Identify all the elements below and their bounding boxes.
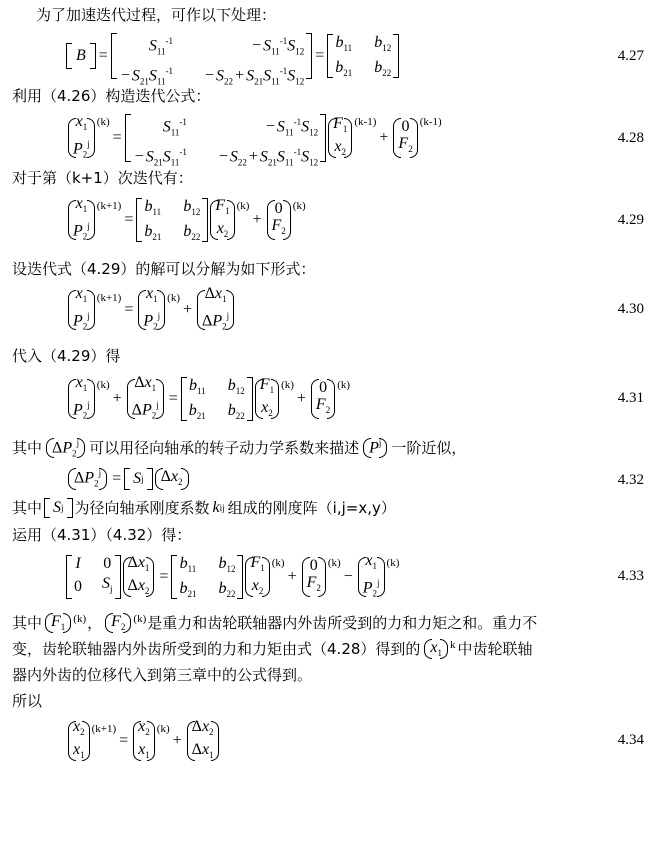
text-fragment: 为径向轴承刚度系数 (74, 499, 210, 517)
vector-x1-P2j: $x_1$ $P_2^j$ (66, 118, 97, 158)
paragraph-line-10: 变，齿轮联轴器内外齿所受到的力和力矩由式（4.28）得到的 $x_1$ k 中齿轮联轴 (12, 639, 533, 659)
vector-0-F2: 0 $F_2$ (300, 557, 328, 597)
matrix-S-2: $S_{11}^{-1}$ − $S_{11}^{-1}S_{12}$ − $S_{21}S_{11}^{-1}$ − $S_{22} + S_{21}S_{11}^{-1}S_{12}$ (125, 114, 326, 162)
vector-F1-x2: $F_1$ $x_2$ (326, 118, 354, 158)
equation-4-33: I 0 0 $S_j$ $\Delta x_1$ $\Delta x_2$ = $b_{11}$ $b_{12}$ $b_{21}$ $b_{22}$ $F_1$ $x_2$ (k) + 0 $F_2$ (k) − $x_1$ $P_2^j$ (k) 4.33 (66, 548, 650, 606)
vector-F1-x2: $F_1$ $x_2$ (243, 557, 271, 597)
text-fragment: 可以用径向轴承的转子动力学系数来描述 (89, 439, 360, 457)
symbol-Pj: $P^j$ (361, 438, 389, 458)
symbol-delta-P2j: $\Delta P_2^j$ (44, 438, 87, 458)
equation-number: 4.29 (617, 212, 644, 228)
paragraph-line-8: 运用（4.31）（4.32）得： (12, 526, 192, 544)
symbol-delta-P2j: $\Delta P_2^j$ (66, 468, 109, 490)
matrix-b: $b_{11}$ $b_{12}$ $b_{21}$ $b_{22}$ (327, 34, 399, 78)
vector-x1-P2j: $x_1$ $P_2^j$ (66, 200, 97, 240)
matrix-b-3: $b_{11}$ $b_{12}$ $b_{21}$ $b_{22}$ (181, 377, 253, 421)
equation-number: 4.30 (617, 301, 644, 317)
text-fragment: 组成的刚度阵（i,j=x,y） (227, 499, 396, 517)
vector-x1-P2j: $x_1$ $P_2^j$ (66, 290, 97, 330)
equation-4-34: $x_2$ $x_1$ (k+1) = $x_2$ $x_1$ (k) + $\Delta x_2$ $\Delta x_1$ 4.34 (66, 714, 650, 768)
equation-4-31: $x_1$ $P_2^j$ (k) + $\Delta x_1$ $\Delta P_2^j$ = $b_{11}$ $b_{12}$ $b_{21}$ $b_{22}$ $F_1$ $x_2$ (k) + 0 $F_2$ (k) 4.31 (66, 370, 650, 428)
vector-delta-x2-delta-x1: $\Delta x_2$ $\Delta x_1$ (185, 721, 221, 761)
text-fragment: 其中 (12, 439, 43, 457)
vector-x1-P2j: $x_1$ $P_2^j$ (356, 557, 387, 597)
text-fragment: 是重力和齿轮联轴器内外齿所受到的力和力矩之和。重力不 (147, 614, 538, 632)
equation-number: 4.32 (617, 472, 644, 488)
vector-F1-x2: $F_1$ $x_2$ (253, 379, 281, 419)
vector-x1-P2j-2: $x_1$ $P_2^j$ (136, 290, 167, 330)
equation-4-32: $\Delta P_2^j$ = S j $\Delta x_2$ 4.32 (66, 463, 650, 495)
equation-4-30: $x_1$ $P_2^j$ (k+1) = $x_1$ $P_2^j$ (k) + $\Delta x_1$ $\Delta P_2^j$ 4.30 (66, 283, 650, 337)
matrix-b-2: $b_{11}$ $b_{12}$ $b_{21}$ $b_{22}$ (136, 198, 208, 242)
paragraph-line-9: 其中 $F_1$ (k) ， $F_2$ (k) 是重力和齿轮联轴器内外齿所受到的力和力矩之和。重力不 (12, 613, 538, 633)
paragraph-line-3: 对于第（k+1）次迭代有： (12, 169, 193, 187)
equation-4-29: $x_1$ $P_2^j$ (k+1) = $b_{11}$ $b_{12}$ $b_{21}$ $b_{22}$ $F_1$ $x_2$ (k) + 0 $F_2$ (k) 4.29 (66, 192, 650, 248)
equation-number: 4.31 (617, 390, 644, 406)
vector-F1-x2: $F_1$ $x_2$ (208, 200, 236, 240)
paragraph-line-12: 所以 (12, 692, 43, 710)
matrix-b-4: $b_{11}$ $b_{12}$ $b_{21}$ $b_{22}$ (171, 555, 243, 599)
matrix-I-Sj: I 0 0 $S_j$ (66, 555, 121, 599)
paragraph-line-11: 器内外齿的位移代入到第三章中的公式得到。 (12, 666, 313, 684)
vector-0-F2: 0 $F_2$ (309, 379, 337, 419)
vector-x2-x1-2: $x_2$ $x_1$ (131, 721, 157, 761)
vector-0-F2: 0 $F_2$ (391, 118, 419, 158)
paragraph-line-4: 设迭代式（4.29）的解可以分解为如下形式： (12, 260, 316, 278)
equation-number: 4.34 (617, 732, 644, 748)
equation-number: 4.27 (617, 48, 644, 64)
text-fragment: 其中 (12, 614, 43, 632)
symbol-F1: $F_1$ (43, 613, 73, 633)
vector-0-F2: 0 $F_2$ (265, 200, 293, 240)
vector-delta-x1-delta-x2: $\Delta x_1$ $\Delta x_2$ (121, 557, 157, 597)
symbol-x1: $x_1$ (422, 639, 450, 659)
symbol-Sj: S j (124, 468, 153, 490)
equation-number: 4.28 (617, 130, 644, 146)
symbol-delta-x2: $\Delta x_2$ (153, 468, 191, 490)
vector-x2-x1: $x_2$ $x_1$ (66, 721, 92, 761)
text-fragment: ， (87, 614, 103, 632)
vector-delta-x1-delta-P2j: $\Delta x_1$ $\Delta P_2^j$ (195, 290, 236, 330)
symbol-F2: $F_2$ (103, 613, 133, 633)
paragraph-line-5: 代入（4.29）得 (12, 347, 121, 365)
equation-number: 4.33 (617, 568, 644, 584)
paragraph-line-7: 其中 S j 为径向轴承刚度系数 k ij 组成的刚度阵（i,j=x,y） (12, 499, 396, 517)
paragraph-line-6 (12, 437, 466, 459)
bracket-B: B (66, 43, 96, 69)
symbol-Sj: S j (44, 498, 73, 518)
paragraph-line-1: 为了加速迭代过程，可作以下处理： (36, 6, 277, 24)
vector-x1-P2j: $x_1$ $P_2^j$ (66, 379, 97, 419)
text-fragment: 一阶近似， (391, 439, 467, 457)
vector-delta-x1-delta-P2j: $\Delta x_1$ $\Delta P_2^j$ (125, 379, 166, 419)
text-fragment: 中齿轮联轴 (457, 640, 533, 658)
paragraph-line-2: 利用（4.26）构造迭代公式： (12, 87, 211, 105)
equation-4-27: B = $S_{11}^{-1}$ − $S_{11}^{-1}S_{12}$ − $S_{21}S_{11}^{-1}$ − $S_{22} + S_{21}S_{11}^{-1}S_{12}$ = $b_{11}$ $b_{12}$ $b_{21}$ $b_{22}$ 4.27 (66, 30, 650, 82)
matrix-S: $S_{11}^{-1}$ − $S_{11}^{-1}S_{12}$ − $S_{21}S_{11}^{-1}$ − $S_{22} + S_{21}S_{11}^{-1}S_{12}$ (111, 33, 312, 79)
equation-4-28: $x_1$ $P_2^j$ (k) = $S_{11}^{-1}$ − $S_{11}^{-1}S_{12}$ − $S_{21}S_{11}^{-1}$ − $S_{22} + S_{21}S_{11}^{-1}S_{12}$ $F_1$ $x_2$ (k-1) + 0 $F_2$ (k-1) 4.28 (66, 110, 650, 166)
text-fragment: 其中 (12, 499, 43, 517)
text-fragment: 变，齿轮联轴器内外齿所受到的力和力矩由式（4.28）得到的 (12, 640, 421, 658)
